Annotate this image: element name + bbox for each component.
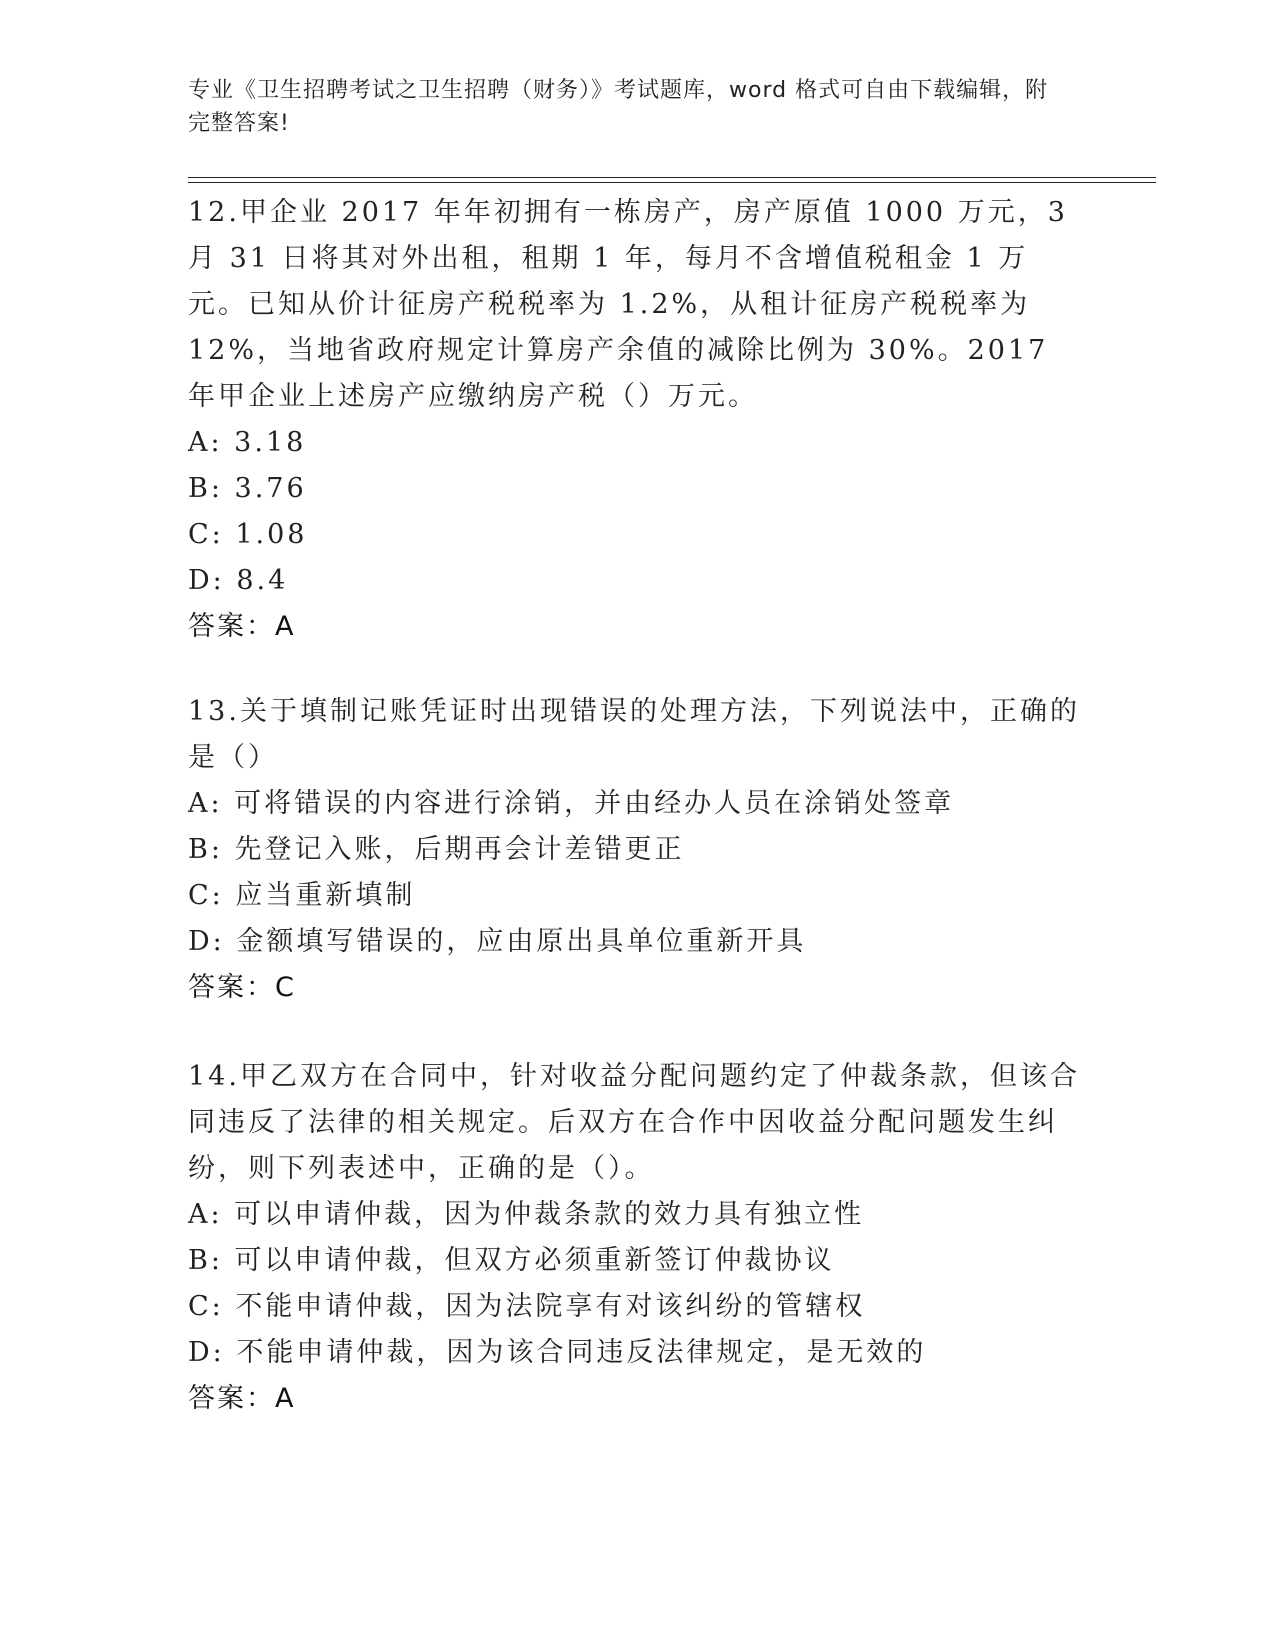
header-divider-top <box>188 177 1156 178</box>
header-divider-bottom <box>188 182 1156 183</box>
option-d: D: 金额填写错误的，应由原出具单位重新开具 <box>188 926 807 957</box>
option-c: C: 应当重新填制 <box>188 880 416 911</box>
option-b: B: 先登记入账，后期再会计差错更正 <box>188 834 685 865</box>
question-stem: 14.甲乙双方在合同中，针对收益分配问题约定了仲裁条款，但该合同违反了法律的相关规定。后双方在合作中因收益分配问题发生纠纷，则下列表述中，正确的是（）。 <box>188 1061 1080 1184</box>
question-14 <box>188 1054 1088 1422</box>
option-d: D: 8.4 <box>188 565 289 596</box>
option-a: A: 可以申请仲裁，因为仲裁条款的效力具有独立性 <box>188 1199 865 1230</box>
option-b: B: 可以申请仲裁，但双方必须重新签订仲裁协议 <box>188 1245 835 1276</box>
answer: 答案：A <box>188 611 296 642</box>
question-stem: 13.关于填制记账凭证时出现错误的处理方法，下列说法中，正确的是（） <box>188 696 1080 773</box>
option-c: C: 1.08 <box>188 519 308 550</box>
option-b: B: 3.76 <box>188 473 307 504</box>
answer: 答案：A <box>188 1383 296 1414</box>
option-c: C: 不能申请仲裁，因为法院享有对该纠纷的管辖权 <box>188 1291 866 1322</box>
document-header: 专业《卫生招聘考试之卫生招聘（财务）》考试题库，word 格式可自由下载编辑，附完整答案! <box>188 78 1049 136</box>
option-d: D: 不能申请仲裁，因为该合同违反法律规定，是无效的 <box>188 1337 927 1368</box>
question-13 <box>188 689 1088 1011</box>
answer: 答案：C <box>188 972 296 1003</box>
question-stem: 12.甲企业 2017 年年初拥有一栋房产，房产原值 1000 万元，3 月 31 日将其对外出租，租期 1 年，每月不含增值税租金 1 万元。已知从价计征房产税税率为 1.2%，从租计征房产税税率为 12%，当地省政府规定计算房产余值的减除比例为 30%。2017 年甲企业上述房产应缴纳房产税（）万元。 <box>188 197 1068 412</box>
option-a: A: 3.18 <box>188 427 307 458</box>
question-12 <box>188 190 1088 650</box>
option-a: A: 可将错误的内容进行涂销，并由经办人员在涂销处签章 <box>188 788 955 819</box>
